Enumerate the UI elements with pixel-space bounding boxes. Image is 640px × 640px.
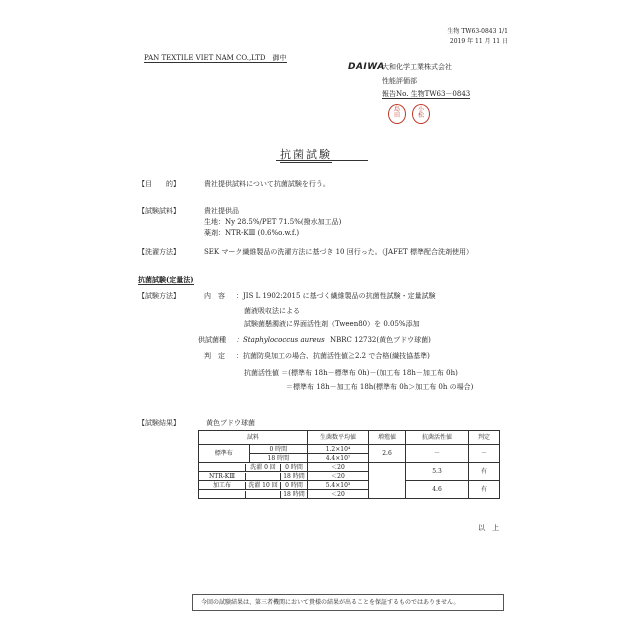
- company-logo: DAIWA: [348, 62, 385, 72]
- sample-line: 貴社提供品: [204, 207, 239, 215]
- table-header: 増殖値: [369, 431, 406, 445]
- method-item-label: 内 容: [204, 292, 225, 300]
- table-row: [199, 445, 500, 454]
- method-item-label: 供試菌種: [198, 336, 226, 344]
- table-row: [199, 463, 500, 472]
- sample-line: 生地：Ny 28.5%/PET 71.5%(撥水加工品): [204, 218, 342, 226]
- sample-cell: 標準布: [199, 445, 250, 463]
- results-organism: 黄色ブドウ球菌: [206, 419, 255, 427]
- table-header: 抗菌活性値: [406, 431, 469, 445]
- document-date: 2019 年 11 月 11 日: [449, 38, 508, 45]
- activity-cell: 5.3: [406, 463, 469, 481]
- document-title: 抗菌試験: [280, 148, 332, 161]
- growth-cell: 2.6: [369, 445, 406, 463]
- activity-cell: －: [406, 445, 469, 463]
- method-sub: 菌液吸収法による: [244, 307, 300, 315]
- organism-strain: NBRC 12732(黄色ブドウ球菌): [330, 336, 431, 344]
- end-mark: 以 上: [478, 524, 499, 532]
- report-number: 報告No. 生物TW63－0843: [382, 90, 471, 98]
- wash-count-label: 洗濯 0 回: [250, 463, 276, 471]
- time-cell: 18 時間: [280, 491, 307, 498]
- wash-label: 【洗濯方法】: [138, 248, 180, 256]
- ntr-label: NTR-KⅢ: [208, 472, 236, 480]
- method-sub: 試験菌懸濁液に界面活性剤（Tween80）を 0.05%添加: [244, 320, 420, 328]
- document-number: 生物 TW63-0843 1/1: [447, 28, 508, 35]
- table-header-row: [199, 431, 500, 445]
- sample-label: 【試験試料】: [138, 207, 180, 215]
- method-label: 【試験方法】: [138, 292, 180, 300]
- table-row: [199, 481, 500, 490]
- results-table: [198, 430, 500, 499]
- ntr-wash10-cell: [199, 481, 308, 490]
- ntr-wash0-cell: [199, 472, 308, 481]
- value-cell: 4.4×10⁷: [308, 454, 369, 463]
- document-page: [126, 22, 522, 618]
- footer-note: 今回の試験結果は、第三者機関において貴様の結果が出ることを保証するものではありません。: [201, 599, 460, 606]
- judge-cell: 有: [469, 463, 500, 481]
- value-cell: ＜20: [308, 472, 369, 481]
- company-name: 大和化学工業株式会社: [382, 63, 452, 71]
- wash-count-label: 洗濯 10 回: [248, 481, 278, 489]
- department: 性能評価部: [382, 77, 417, 85]
- table-header: 判定: [469, 431, 500, 445]
- section-heading: 抗菌試験(定量法): [138, 275, 194, 284]
- method-item-label: 判 定: [204, 352, 225, 360]
- ntr-label: 加工布: [212, 481, 231, 489]
- activity-cell: 4.6: [406, 481, 469, 499]
- purpose-text: 貴社提供試料について抗菌試験を行う。: [204, 180, 330, 188]
- judge-cell: －: [469, 445, 500, 463]
- organism-scientific-name: ：Staphylococcus aureus: [236, 336, 325, 344]
- wash-text: SEK マーク繊維製品の洗濯方法に基づき 10 回行った。（JAFET 標準配合洗剤使用）: [204, 248, 473, 256]
- seal-stamp: 小松: [412, 104, 430, 124]
- ntr-wash10-cell: [199, 490, 308, 499]
- method-item-text: ：JIS L 1902:2015 に基づく繊維製品の抗菌性試験・定量試験: [236, 292, 436, 300]
- method-item-text: ：抗菌防臭加工の場合、抗菌活性値≧2.2 で合格(繊技協基準): [236, 352, 430, 360]
- ntr-wash0-cell: [199, 463, 308, 472]
- results-label: 【試験結果】: [138, 419, 180, 427]
- time-cell: 18 時間: [249, 454, 307, 463]
- time-cell: 0 時間: [280, 482, 307, 489]
- recipient: PAN TEXTILE VIET NAM CO.,LTD 御中: [144, 54, 287, 62]
- title-double-underline: [276, 160, 368, 161]
- value-cell: 5.4×10³: [308, 481, 369, 490]
- formula-line: 抗菌活性値 ＝(標準布 18h－標準布 0h)－(加工布 18h－加工布 0h): [244, 369, 458, 377]
- sample-line: 薬剤：NTR-KⅢ (0.6%o.w.f.): [204, 229, 300, 237]
- time-cell: 0 時間: [280, 464, 307, 471]
- value-cell: 1.2×10⁴: [308, 445, 369, 454]
- time-cell: 18 時間: [280, 473, 307, 480]
- time-cell: 0 時間: [249, 445, 307, 454]
- seal-stamp: 島田: [388, 104, 406, 124]
- footer-note-box: [192, 594, 504, 611]
- purpose-label: 【目 的】: [138, 180, 180, 188]
- table-header: 生菌数平均値: [308, 431, 369, 445]
- value-cell: ＜20: [308, 490, 369, 499]
- growth-cell-empty: [369, 463, 406, 499]
- formula-line: ＝標準布 18h－加工布 18h(標準布 0h＞加工布 0h の場合): [286, 383, 474, 391]
- judge-cell: 有: [469, 481, 500, 499]
- value-cell: ＜20: [308, 463, 369, 472]
- table-header: 試料: [199, 431, 308, 445]
